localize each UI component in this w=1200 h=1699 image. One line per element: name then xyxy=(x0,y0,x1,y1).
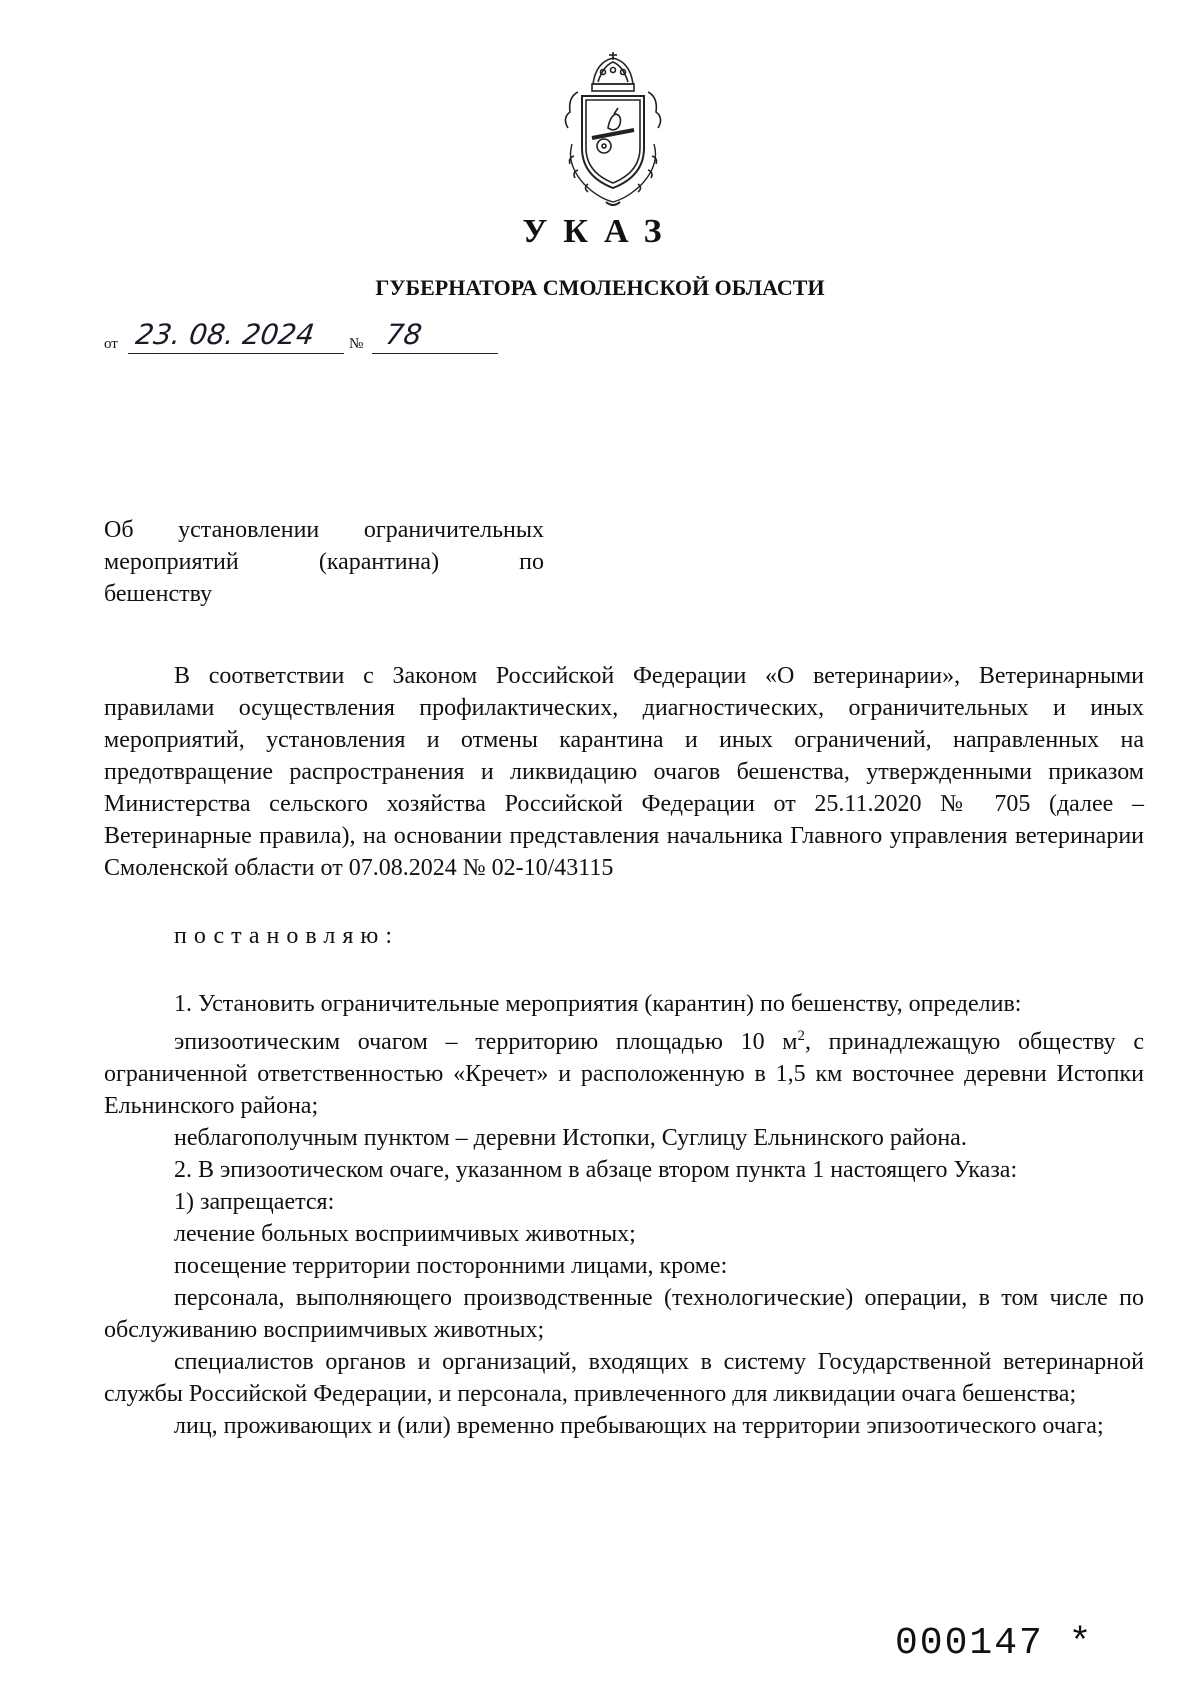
subject-line-3: бешенству xyxy=(104,581,213,607)
issuer-line: ГУБЕРНАТОРА СМОЛЕНСКОЙ ОБЛАСТИ xyxy=(375,275,825,300)
document-serial-number: 000147 * xyxy=(895,1622,1094,1665)
subject-line-2: мероприятий (карантина) по xyxy=(104,549,544,575)
date-prefix: от xyxy=(104,336,118,352)
document-title: УКАЗ xyxy=(522,213,678,250)
paragraph-2-1e: лиц, проживающих и (или) временно пребывающих на территории эпизоотического очага; xyxy=(174,1413,1104,1439)
paragraph-2-1c: персонала, выполняющего производственные (технологические) операции, в том числе по обслуживанию восприимчивых животных; xyxy=(104,1285,1144,1343)
subject-block xyxy=(104,514,544,610)
subject-line-1: Об установлении ограничительных xyxy=(104,517,544,543)
paragraph-1a-before: эпизоотическим очагом – территорию площадью 10 м xyxy=(174,1029,798,1055)
date-handwritten: 23. 08. 2024 xyxy=(133,318,317,351)
paragraph-1b: неблагополучным пунктом – деревни Истопки, Суглицу Ельнинского района. xyxy=(174,1125,967,1151)
paragraph-2: 2. В эпизоотическом очаге, указанном в абзаце втором пункта 1 настоящего Указа: xyxy=(174,1157,1018,1183)
area-unit-superscript: 2 xyxy=(797,1028,805,1044)
paragraph-1: 1. Установить ограничительные мероприятия (карантин) по бешенству, определив: xyxy=(174,991,1022,1017)
paragraph-2-1: 1) запрещается: xyxy=(174,1189,335,1215)
date-underline xyxy=(128,353,344,354)
preamble-paragraph: В соответствии с Законом Российской Федерации «О ветеринарии», Ветеринарными правилами осуществления профилактических, диагностических, ограничительных и иных мероприятий, установления и отмены карантина и иных ограничений, направленных на предотвращение распространения и ликвидацию очагов бешенства, утвержденными приказом Министерства сельского хозяйства Российской Федерации от 25.11.2020 № 705 (далее – Ветеринарные правила), на основании представления начальника Главного управления ветеринарии Смоленской области от 07.08.2024 № 02-10/43115 xyxy=(104,663,1144,881)
decree-body xyxy=(104,660,1144,1442)
coat-of-arms-icon xyxy=(548,52,678,210)
number-handwritten: 78 xyxy=(383,318,424,351)
paragraph-2-1b: посещение территории посторонними лицами, кроме: xyxy=(174,1253,728,1279)
decree-word: постановляю: xyxy=(174,923,399,949)
number-prefix: № xyxy=(349,336,364,352)
paragraph-2-1d: специалистов органов и организаций, входящих в систему Государственной ветеринарной службы Российской Федерации, и персонала, привлеченного для ликвидации очага бешенства; xyxy=(104,1349,1144,1407)
paragraph-1a xyxy=(104,1020,1144,1122)
paragraph-2-1a: лечение больных восприимчивых животных; xyxy=(174,1221,636,1247)
date-number-row xyxy=(104,318,544,358)
paragraph-1a-after: , принадлежащую обществу с ограниченной ответственностью «Кречет» и расположенную в 1,5 км восточнее деревни Истопки Ельнинского района; xyxy=(104,1029,1144,1119)
number-underline xyxy=(372,353,498,354)
